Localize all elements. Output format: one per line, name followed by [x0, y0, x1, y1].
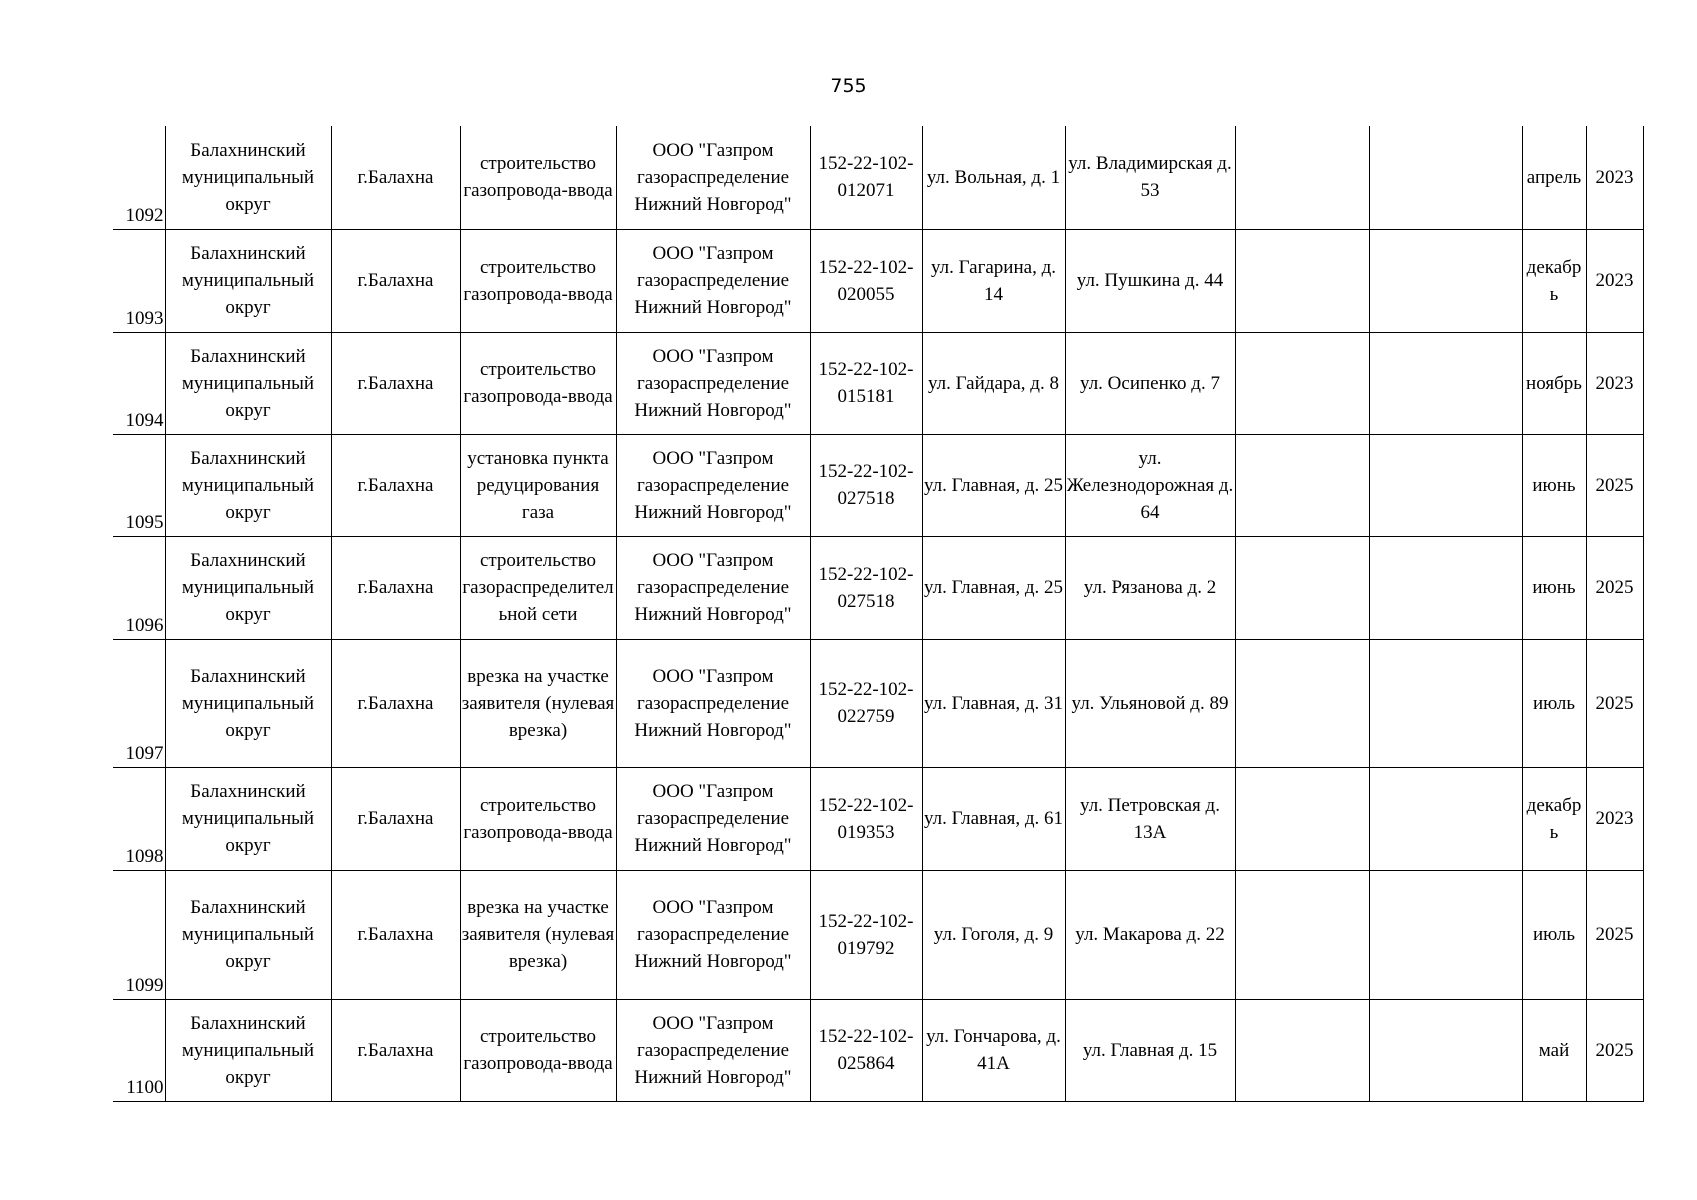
table-row	[113, 229, 1643, 332]
connection-address-text: ул. Гайдара, д. 8	[928, 372, 1059, 394]
row-number-cell	[113, 332, 165, 434]
empty-cell	[1235, 536, 1369, 639]
connection-address-cell	[922, 999, 1065, 1101]
object-address-text: ул. Железнодорожная д. 64	[1066, 447, 1234, 523]
row-number-cell	[113, 229, 165, 332]
application-code-cell	[810, 870, 922, 999]
empty-cell	[1235, 332, 1369, 434]
year-text: 2023	[1595, 808, 1634, 829]
row-number-text: 1092	[125, 204, 164, 226]
district-text: Балахнинский муниципальный округ	[181, 781, 315, 856]
connection-address-cell	[922, 639, 1065, 767]
row-number-cell	[113, 870, 165, 999]
organization-cell	[616, 229, 810, 332]
connection-address-text: ул. Главная, д. 31	[923, 692, 1064, 714]
district-cell	[165, 126, 331, 229]
table-row	[113, 126, 1643, 229]
application-code-cell	[810, 332, 922, 434]
empty-cell	[1369, 332, 1522, 434]
city-cell	[331, 229, 460, 332]
organization-text: ООО "Газпром газораспределение Нижний Новгород"	[634, 781, 792, 856]
application-code-text: 152-22-102-012071	[818, 153, 914, 202]
city-text: г.Балахна	[357, 692, 434, 714]
row-number-cell	[113, 639, 165, 767]
work-type-cell	[460, 999, 616, 1101]
month-text: июнь	[1532, 474, 1576, 496]
district-cell	[165, 536, 331, 639]
empty-cell	[1369, 229, 1522, 332]
city-cell	[331, 999, 460, 1101]
work-type-text: установка пункта редуцирования газа	[467, 447, 609, 523]
year-cell	[1586, 870, 1643, 999]
row-number-text: 1096	[125, 614, 164, 636]
register-table	[113, 126, 1644, 1102]
district-text: Балахнинский муниципальный округ	[181, 1012, 315, 1088]
connection-address-cell	[922, 229, 1065, 332]
connection-address-cell	[922, 870, 1065, 999]
district-text: Балахнинский муниципальный округ	[181, 897, 315, 972]
city-text: г.Балахна	[357, 808, 434, 829]
district-text: Балахнинский муниципальный округ	[181, 243, 315, 318]
city-cell	[331, 126, 460, 229]
organization-text: ООО "Газпром газораспределение Нижний Новгород"	[634, 447, 792, 523]
application-code-cell	[810, 767, 922, 870]
work-type-text: строительство газопровода-ввода	[463, 256, 613, 305]
month-text: апрель	[1526, 166, 1582, 188]
application-code-cell	[810, 639, 922, 767]
city-cell	[331, 870, 460, 999]
table-row	[113, 999, 1643, 1101]
city-text: г.Балахна	[357, 924, 434, 945]
connection-address-cell	[922, 536, 1065, 639]
organization-text: ООО "Газпром газораспределение Нижний Новгород"	[634, 139, 792, 215]
object-address-text: ул. Владимирская д. 53	[1068, 153, 1232, 202]
year-cell	[1586, 536, 1643, 639]
connection-address-cell	[922, 434, 1065, 536]
city-text: г.Балахна	[357, 474, 434, 496]
organization-cell	[616, 536, 810, 639]
month-text: июнь	[1532, 577, 1576, 598]
empty-cell	[1369, 870, 1522, 999]
object-address-cell	[1065, 767, 1235, 870]
work-type-cell	[460, 767, 616, 870]
empty-cell	[1235, 639, 1369, 767]
work-type-cell	[460, 870, 616, 999]
district-text: Балахнинский муниципальный округ	[181, 139, 315, 215]
empty-cell	[1235, 999, 1369, 1101]
month-text: май	[1538, 1039, 1570, 1061]
year-text: 2025	[1595, 1039, 1634, 1061]
month-cell	[1522, 870, 1586, 999]
connection-address-text: ул. Главная, д. 25	[923, 474, 1064, 496]
year-text: 2023	[1595, 166, 1634, 188]
work-type-cell	[460, 639, 616, 767]
object-address-cell	[1065, 536, 1235, 639]
year-text: 2025	[1595, 692, 1634, 714]
connection-address-cell	[922, 126, 1065, 229]
object-address-cell	[1065, 229, 1235, 332]
application-code-cell	[810, 126, 922, 229]
year-text: 2023	[1595, 372, 1634, 394]
month-text: декабрь	[1526, 794, 1582, 843]
empty-cell	[1369, 536, 1522, 639]
work-type-cell	[460, 434, 616, 536]
connection-address-cell	[922, 767, 1065, 870]
object-address-cell	[1065, 126, 1235, 229]
year-cell	[1586, 767, 1643, 870]
city-cell	[331, 332, 460, 434]
year-cell	[1586, 999, 1643, 1101]
district-text: Балахнинский муниципальный округ	[181, 447, 315, 523]
work-type-cell	[460, 229, 616, 332]
work-type-text: врезка на участке заявителя (нулевая врезка)	[461, 665, 615, 741]
city-text: г.Балахна	[357, 577, 434, 598]
organization-cell	[616, 126, 810, 229]
year-text: 2025	[1595, 474, 1634, 496]
work-type-cell	[460, 332, 616, 434]
month-text: июль	[1532, 692, 1576, 714]
month-cell	[1522, 229, 1586, 332]
object-address-text: ул. Главная д. 15	[1082, 1039, 1218, 1061]
work-type-text: строительство газораспределительной сети	[462, 550, 614, 625]
month-text: ноябрь	[1526, 372, 1582, 394]
application-code-text: 152-22-102-027518	[818, 563, 914, 612]
month-cell	[1522, 639, 1586, 767]
organization-text: ООО "Газпром газораспределение Нижний Новгород"	[634, 1012, 792, 1088]
organization-cell	[616, 434, 810, 536]
object-address-cell	[1065, 639, 1235, 767]
application-code-text: 152-22-102-015181	[818, 359, 914, 407]
organization-text: ООО "Газпром газораспределение Нижний Новгород"	[634, 665, 792, 741]
connection-address-text: ул. Главная, д. 61	[923, 808, 1064, 829]
empty-cell	[1369, 434, 1522, 536]
connection-address-text: ул. Гагарина, д. 14	[930, 256, 1056, 305]
work-type-text: строительство газопровода-ввода	[463, 1026, 613, 1074]
organization-text: ООО "Газпром газораспределение Нижний Новгород"	[634, 345, 792, 421]
organization-text: ООО "Газпром газораспределение Нижний Новгород"	[634, 243, 792, 318]
application-code-text: 152-22-102-019353	[818, 794, 914, 843]
row-number-text: 1095	[125, 511, 164, 533]
work-type-cell	[460, 536, 616, 639]
city-cell	[331, 536, 460, 639]
month-cell	[1522, 536, 1586, 639]
year-cell	[1586, 229, 1643, 332]
year-cell	[1586, 434, 1643, 536]
empty-cell	[1235, 126, 1369, 229]
organization-cell	[616, 767, 810, 870]
table-body	[113, 126, 1643, 1101]
district-cell	[165, 999, 331, 1101]
table-row	[113, 332, 1643, 434]
organization-cell	[616, 999, 810, 1101]
object-address-text: ул. Ульяновой д. 89	[1071, 692, 1229, 714]
empty-cell	[1235, 434, 1369, 536]
connection-address-text: ул. Главная, д. 25	[923, 577, 1064, 598]
empty-cell	[1369, 767, 1522, 870]
row-number-text: 1099	[125, 974, 164, 996]
table-row	[113, 536, 1643, 639]
work-type-text: врезка на участке заявителя (нулевая врезка)	[461, 897, 615, 972]
year-cell	[1586, 126, 1643, 229]
work-type-text: строительство газопровода-ввода	[463, 153, 613, 202]
application-code-cell	[810, 434, 922, 536]
application-code-cell	[810, 999, 922, 1101]
district-text: Балахнинский муниципальный округ	[181, 665, 315, 741]
year-cell	[1586, 639, 1643, 767]
district-cell	[165, 332, 331, 434]
object-address-text: ул. Петровская д. 13А	[1080, 794, 1220, 843]
object-address-text: ул. Рязанова д. 2	[1083, 577, 1217, 598]
application-code-text: 152-22-102-025864	[818, 1026, 914, 1074]
month-text: декабрь	[1526, 256, 1582, 305]
organization-cell	[616, 332, 810, 434]
object-address-text: ул. Макарова д. 22	[1075, 924, 1225, 945]
object-address-cell	[1065, 999, 1235, 1101]
connection-address-text: ул. Вольная, д. 1	[926, 166, 1061, 188]
city-text: г.Балахна	[357, 1039, 434, 1061]
city-text: г.Балахна	[357, 270, 434, 291]
organization-cell	[616, 870, 810, 999]
district-text: Балахнинский муниципальный округ	[181, 345, 315, 421]
application-code-cell	[810, 229, 922, 332]
row-number-cell	[113, 767, 165, 870]
row-number-cell	[113, 434, 165, 536]
year-cell	[1586, 332, 1643, 434]
empty-cell	[1235, 229, 1369, 332]
object-address-cell	[1065, 332, 1235, 434]
organization-text: ООО "Газпром газораспределение Нижний Новгород"	[634, 550, 792, 625]
month-cell	[1522, 999, 1586, 1101]
city-text: г.Балахна	[357, 166, 434, 188]
empty-cell	[1369, 639, 1522, 767]
row-number-text: 1097	[125, 742, 164, 764]
application-code-text: 152-22-102-019792	[818, 910, 914, 959]
connection-address-text: ул. Гоголя, д. 9	[933, 924, 1054, 945]
table-row	[113, 870, 1643, 999]
organization-cell	[616, 639, 810, 767]
page-number: 755	[830, 75, 867, 97]
month-cell	[1522, 126, 1586, 229]
row-number-cell	[113, 999, 165, 1101]
table-row	[113, 767, 1643, 870]
object-address-text: ул. Осипенко д. 7	[1080, 372, 1220, 394]
row-number-text: 1100	[126, 1076, 164, 1098]
object-address-text: ул. Пушкина д. 44	[1076, 270, 1224, 291]
row-number-text: 1098	[125, 845, 164, 867]
year-text: 2025	[1595, 577, 1634, 598]
month-text: июль	[1532, 924, 1576, 945]
month-cell	[1522, 767, 1586, 870]
connection-address-text: ул. Гончарова, д. 41А	[926, 1026, 1061, 1074]
district-cell	[165, 229, 331, 332]
table-row	[113, 639, 1643, 767]
row-number-text: 1094	[125, 409, 164, 431]
work-type-cell	[460, 126, 616, 229]
organization-text: ООО "Газпром газораспределение Нижний Новгород"	[634, 897, 792, 972]
application-code-cell	[810, 536, 922, 639]
work-type-text: строительство газопровода-ввода	[463, 794, 613, 843]
empty-cell	[1369, 126, 1522, 229]
application-code-text: 152-22-102-020055	[818, 256, 914, 305]
city-cell	[331, 767, 460, 870]
district-cell	[165, 639, 331, 767]
work-type-text: строительство газопровода-ввода	[463, 359, 613, 407]
city-cell	[331, 434, 460, 536]
empty-cell	[1369, 999, 1522, 1101]
application-code-text: 152-22-102-027518	[818, 461, 914, 509]
table-row	[113, 434, 1643, 536]
month-cell	[1522, 434, 1586, 536]
empty-cell	[1235, 870, 1369, 999]
empty-cell	[1235, 767, 1369, 870]
year-text: 2025	[1595, 924, 1634, 945]
district-cell	[165, 434, 331, 536]
district-text: Балахнинский муниципальный округ	[181, 550, 315, 625]
connection-address-cell	[922, 332, 1065, 434]
month-cell	[1522, 332, 1586, 434]
year-text: 2023	[1595, 270, 1634, 291]
row-number-cell	[113, 126, 165, 229]
object-address-cell	[1065, 434, 1235, 536]
application-code-text: 152-22-102-022759	[818, 679, 914, 727]
object-address-cell	[1065, 870, 1235, 999]
district-cell	[165, 767, 331, 870]
row-number-text: 1093	[125, 307, 164, 329]
city-text: г.Балахна	[357, 372, 434, 394]
district-cell	[165, 870, 331, 999]
city-cell	[331, 639, 460, 767]
row-number-cell	[113, 536, 165, 639]
